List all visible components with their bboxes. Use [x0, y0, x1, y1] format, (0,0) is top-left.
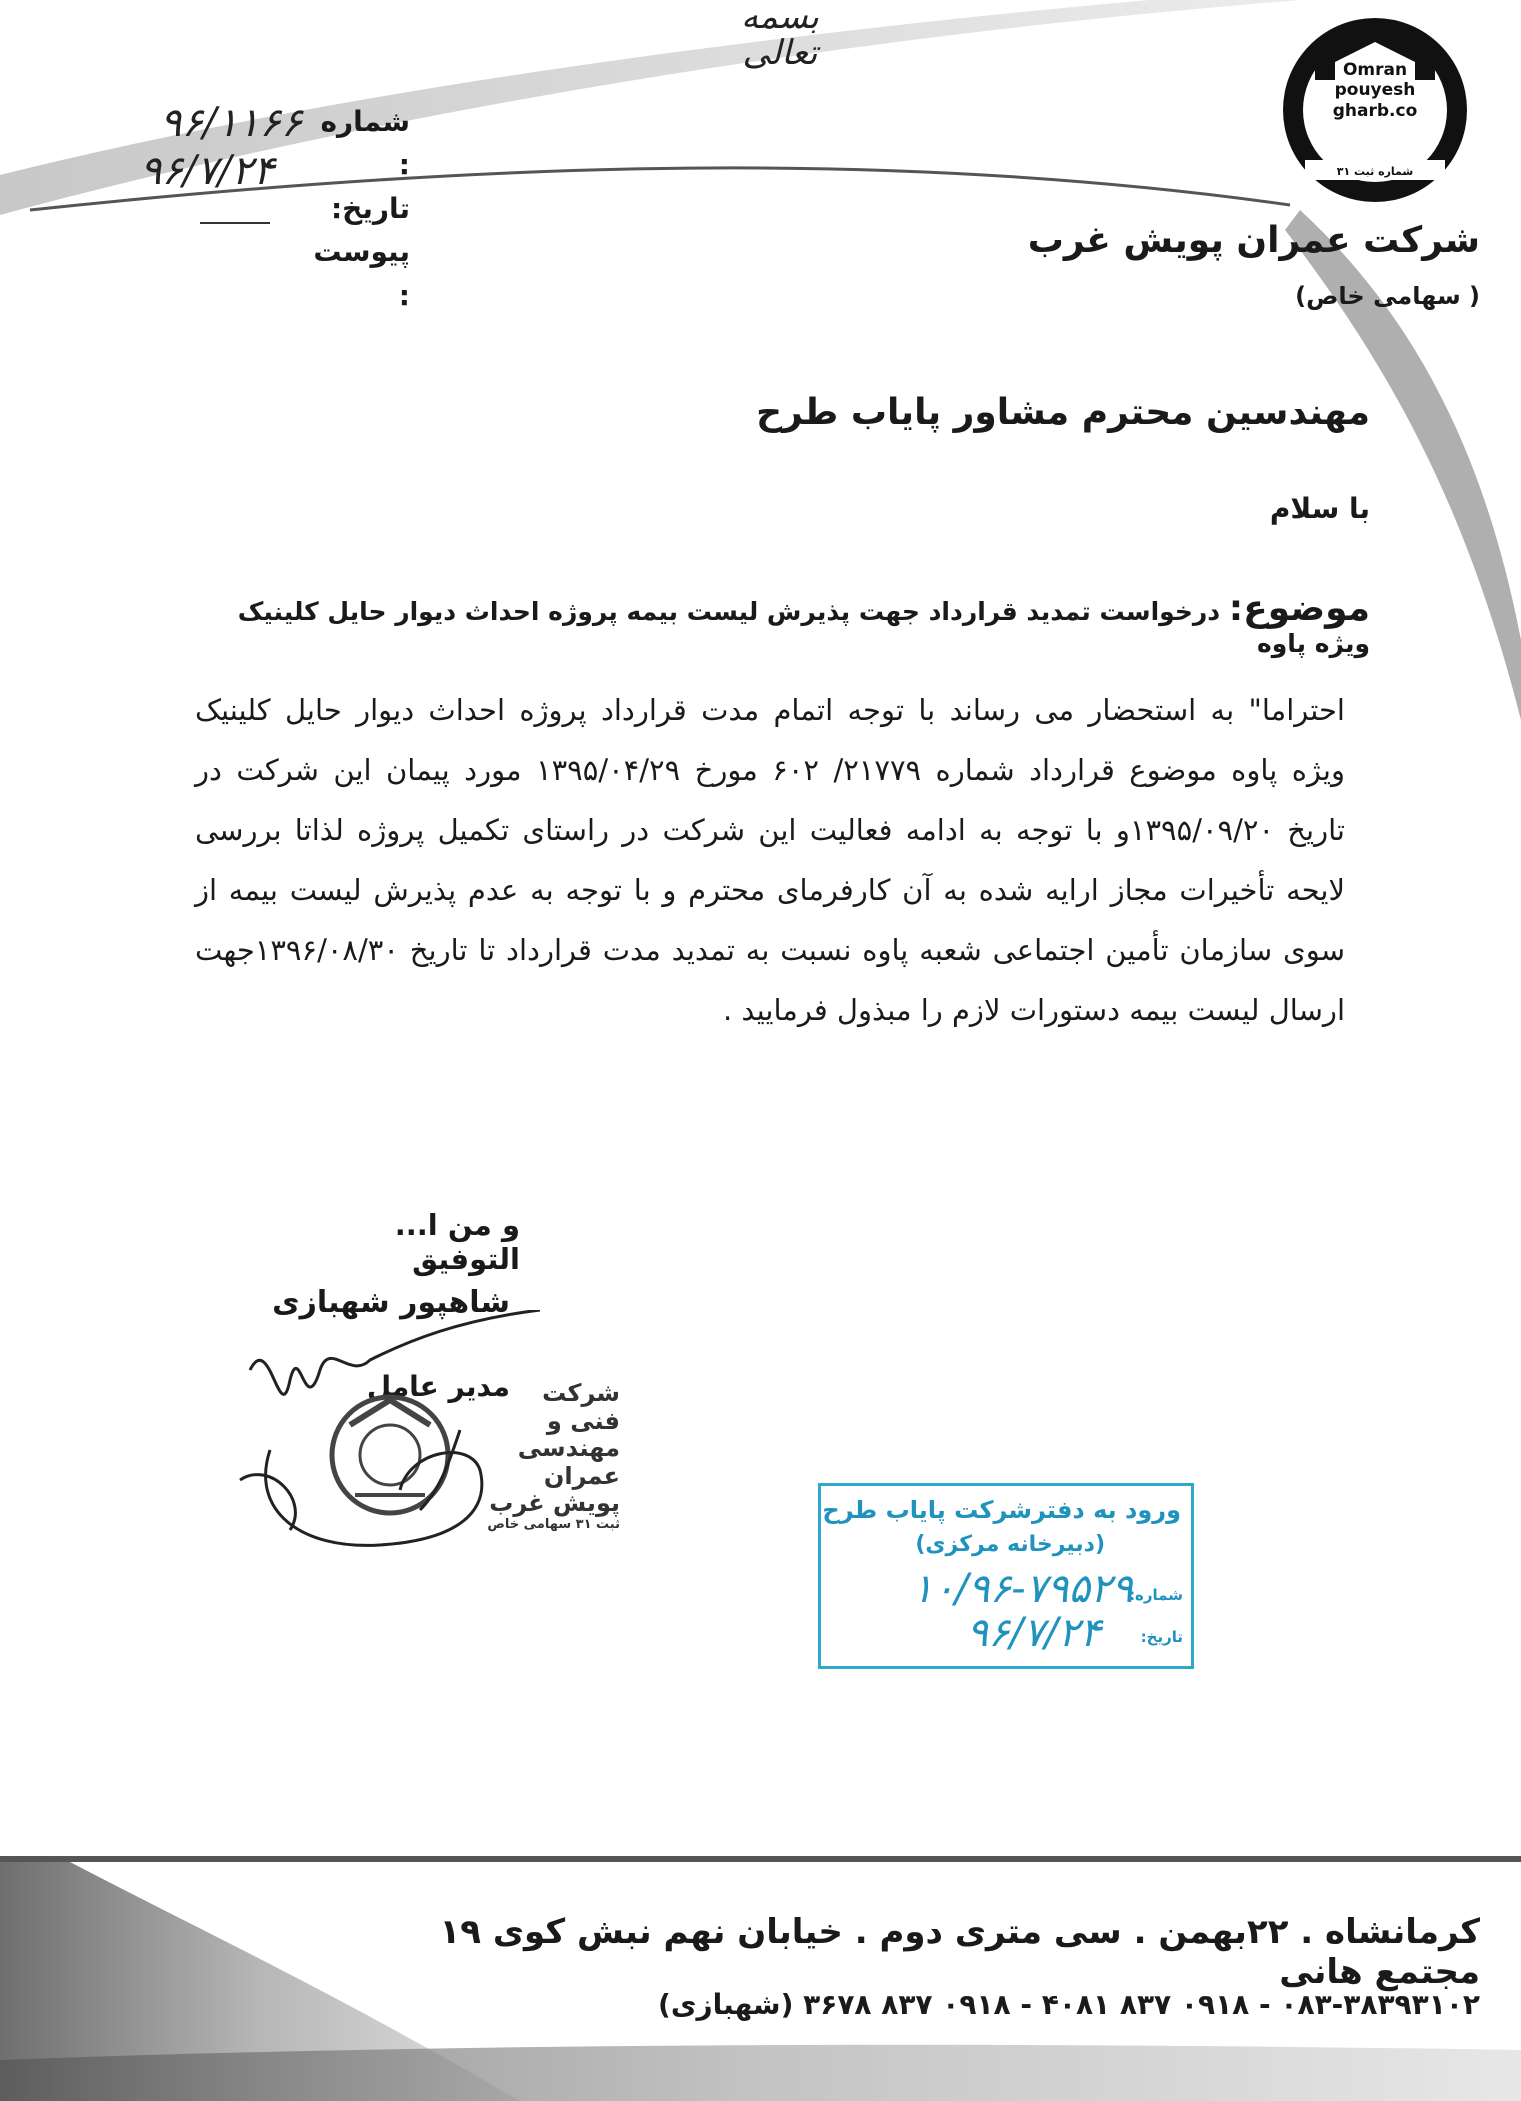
- letter-body: [195, 680, 1345, 1040]
- logo-text: [1275, 60, 1475, 121]
- body-line: لایحه تأخیرات مجاز ارایه شده به آن کارفرمای محترم و با توجه به عدم پذیرش لیست بیمه از: [195, 873, 1345, 907]
- signer-name: شاهپور شهبازی: [272, 1285, 510, 1320]
- logo-line-3: gharb.co: [1332, 100, 1418, 121]
- footer-phones: ۰۸۳-۳۸۳۹۳۱۰۲ - ۰۹۱۸ ۸۳۷ ۴۰۸۱ - ۰۹۱۸ ۸۳۷ ۳۶۷۸ (شهبازی): [658, 1988, 1480, 2021]
- body-line: سوی سازمان تأمین اجتماعی شعبه پاوه نسبت به تمدید مدت قرارداد تا تاریخ ۱۳۹۶/۰۸/۳۰جهت: [195, 933, 1345, 967]
- company-type: ( سهامی خاص): [1295, 282, 1480, 310]
- body-line: احتراما" به استحضار می رساند با توجه اتمام مدت قرارداد پروژه احداث دیوار حایل کلینیک: [195, 693, 1345, 727]
- recipient: مهندسین محترم مشاور پایاب طرح: [756, 392, 1370, 433]
- attachment-label: پیوست :: [313, 235, 410, 312]
- seal-registration: ثبت ۳۱ سهامی خاص: [487, 1516, 620, 1532]
- stamp-number-label: شماره:: [1129, 1586, 1183, 1604]
- logo-line-2: pouyesh: [1334, 80, 1416, 101]
- seal-line-3: عمران پویش غرب: [489, 1461, 620, 1518]
- date-label: تاریخ:: [330, 191, 410, 225]
- body-line: ویژه پاوه موضوع قرارداد شماره ۲۱۷۷۹/ ۶۰۲ مورخ ۱۳۹۵/۰۴/۲۹ مورد پیمان این شرکت در: [195, 753, 1345, 787]
- handwritten-date: ۹۶/۷/۲۴: [140, 148, 275, 194]
- body-line: ارسال لیست بیمه دستورات لازم را مبذول فرمایید .: [722, 993, 1345, 1027]
- stamp-number: ۱۰/۹۶-۷۹۵۲۹: [911, 1566, 1133, 1612]
- basmala: بسمه تعالی: [741, 0, 819, 73]
- received-stamp: [818, 1483, 1194, 1669]
- salutation: با سلام: [1269, 492, 1370, 525]
- subject: [220, 588, 1370, 658]
- closing: و من ا... التوفیق: [394, 1208, 520, 1276]
- logo-line-1: Omran: [1342, 60, 1408, 80]
- logo-registration: شماره ثبت ۳۱: [1336, 165, 1414, 178]
- footer-address: کرمانشاه . ۲۲بهمن . سی متری دوم . خیابان نهم نبش کوی ۱۹ مجتمع هانی: [439, 1912, 1480, 1992]
- header-labels: [300, 100, 410, 317]
- seal-line-1: شرکت: [542, 1379, 620, 1407]
- subject-text: درخواست تمدید قرارداد جهت پذیرش لیست بیمه پروژه احداث دیوار حایل کلینیک ویژه پاوه: [237, 597, 1370, 658]
- signature-icon: [210, 1310, 550, 1570]
- attachment-line: [200, 222, 270, 224]
- stamp-title: ورود به دفترشرکت پایاب طرح: [822, 1496, 1181, 1524]
- subject-label: موضوع:: [1228, 588, 1370, 629]
- number-label: شماره :: [320, 105, 410, 182]
- signer-title: مدیر عامل: [366, 1370, 510, 1403]
- company-name: شرکت عمران پویش غرب: [1027, 220, 1480, 261]
- stamp-subtitle: (دبیرخانه مرکزی): [915, 1532, 1105, 1557]
- handwritten-number: ۹۶/۱۱۶۶: [160, 100, 303, 146]
- stamp-date-label: تاریخ:: [1140, 1628, 1183, 1646]
- seal-line-2: فنی و مهندسی: [517, 1406, 620, 1463]
- body-line: تاریخ ۱۳۹۵/۰۹/۲۰و با توجه به ادامه فعالیت این شرکت در راستای تکمیل پروژه لذاتا بررسی: [195, 813, 1345, 847]
- stamp-date: ۹۶/۷/۲۴: [966, 1610, 1101, 1656]
